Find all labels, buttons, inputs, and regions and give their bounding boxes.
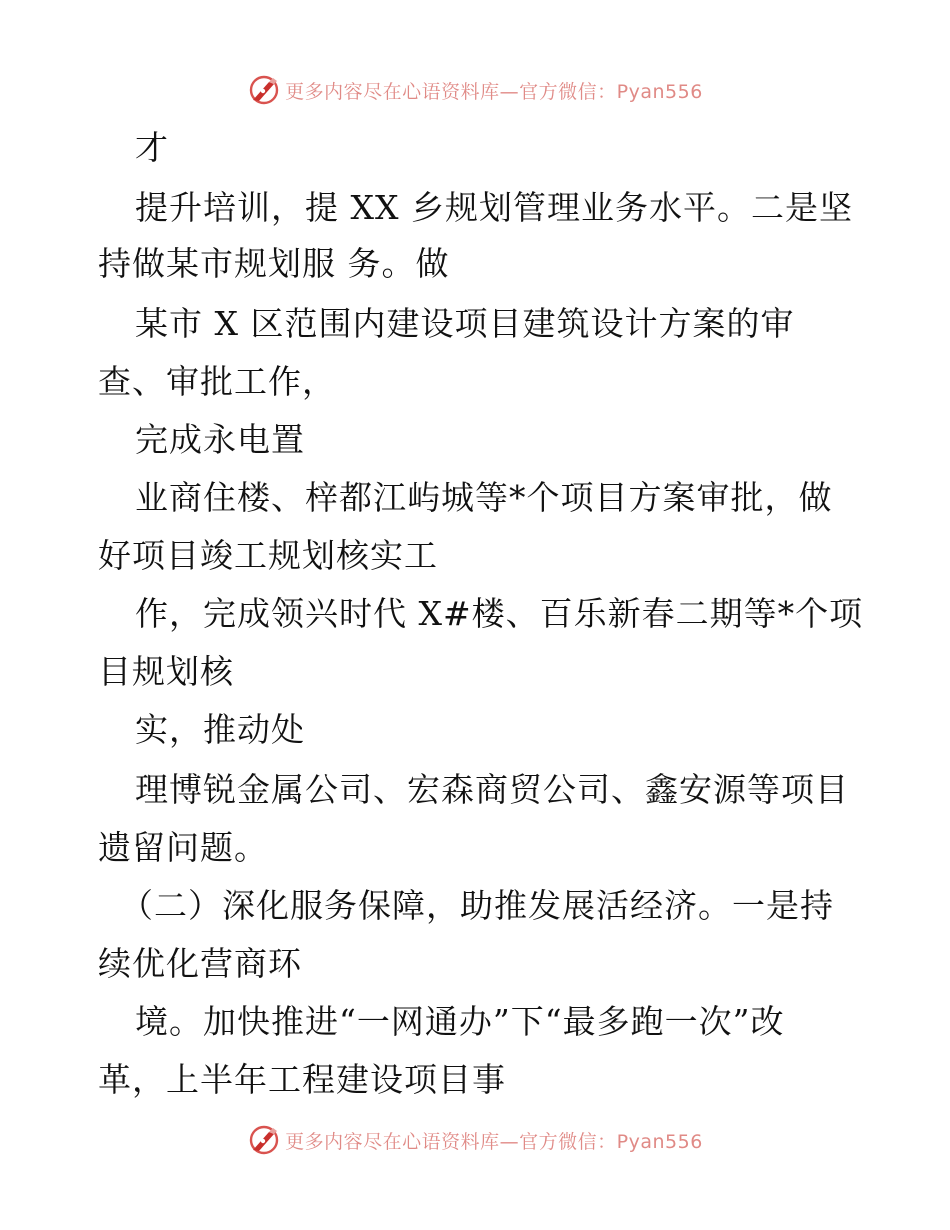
footer-banner-text: 更多内容尽在心语资料库—官方微信：Pyan556 bbox=[285, 1130, 703, 1153]
body-line: 境。加快推进“一网通办”下“最多跑一次”改 bbox=[135, 1002, 785, 1041]
body-line: 实，推动处 bbox=[135, 710, 305, 749]
body-line: 查、审批工作， bbox=[98, 362, 336, 401]
body-line: 业商住楼、梓都江屿城等*个项目方案审批，做 bbox=[135, 478, 833, 517]
header-banner bbox=[0, 70, 950, 110]
body-line: 遗留问题。 bbox=[98, 828, 268, 867]
pen-circle-logo-icon bbox=[247, 73, 281, 107]
body-line: 某市 X 区范围内建设项目建筑设计方案的审 bbox=[135, 304, 795, 343]
body-line: 提升培训，提 XX 乡规划管理业务水平。二是坚 bbox=[135, 188, 853, 227]
body-line: 作，完成领兴时代 X#楼、百乐新春二期等*个项 bbox=[135, 594, 864, 633]
header-banner-text: 更多内容尽在心语资料库—官方微信：Pyan556 bbox=[285, 80, 703, 103]
body-line: 理博锐金属公司、宏森商贸公司、鑫安源等项目 bbox=[135, 770, 849, 809]
pen-circle-logo-icon bbox=[247, 1123, 281, 1157]
body-line: 好项目竣工规划核实工 bbox=[98, 536, 438, 575]
body-line: 完成永电置 bbox=[135, 420, 305, 459]
body-line: 才 bbox=[135, 128, 169, 167]
body-line: （二）深化服务保障，助推发展活经济。一是持 bbox=[120, 886, 834, 925]
body-line: 持做某市规划服 务。做 bbox=[98, 244, 450, 283]
footer-banner bbox=[0, 1120, 950, 1160]
body-line: 续优化营商环 bbox=[98, 944, 302, 983]
body-line: 革，上半年工程建设项目事 bbox=[98, 1060, 506, 1099]
body-line: 目规划核 bbox=[98, 652, 234, 691]
